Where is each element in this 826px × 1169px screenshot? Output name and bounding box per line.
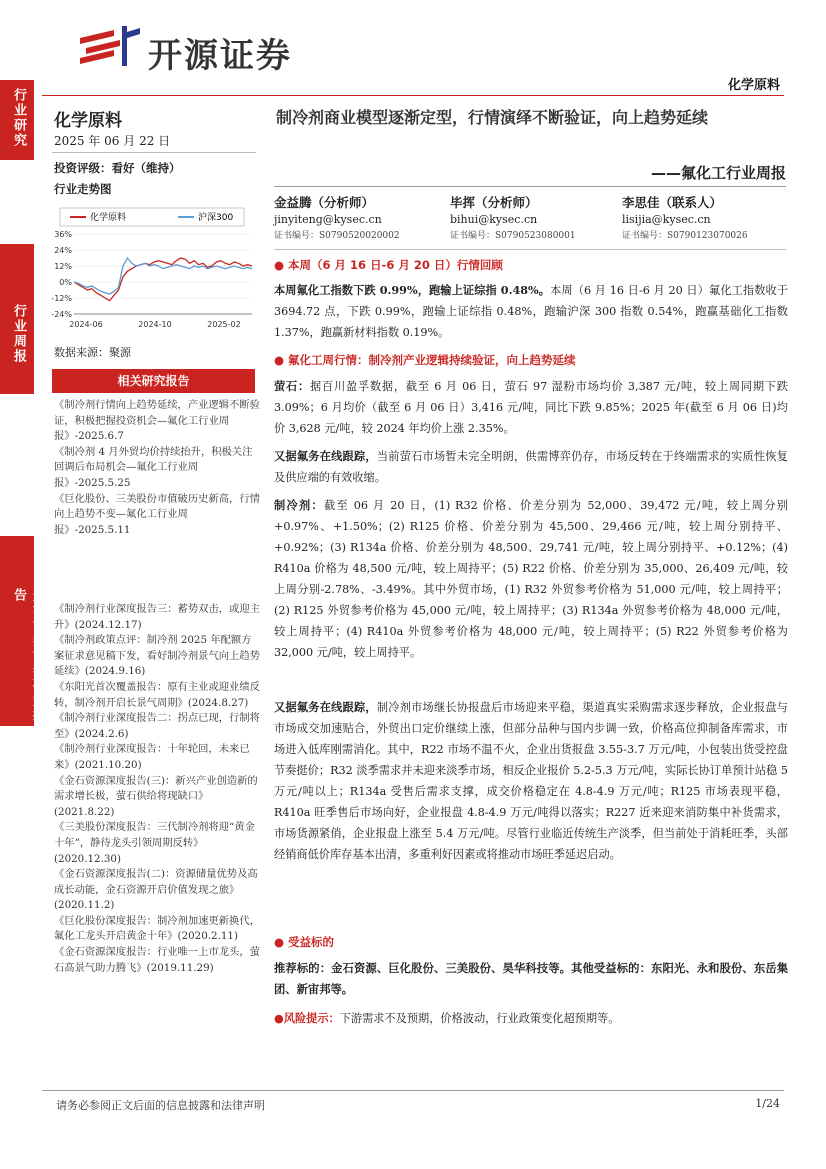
tracking-2-text: 制冷剂市场继长协报盘后市场迎来平稳，渠道真实采购需求逐步释放，企业报盘与市场成交加速贴合，外贸出口定价继续上涨，但部分品种与国内步调一致，价格高位抑制备库需求，市场进入低库刚需消化。其中，R22 市场不温不火，企业出货报盘 3.55-3.7 万元/吨，小包装出货受控盘节奏挺价；R32 淡季需求并未迎来淡季市场，相反企业报价 5.2-5.3 万元/吨，实际长协订单预计站稳 5 万元/吨以上；R134a 受售后需求支撑，成交价格稳定在 4.8-4.9 万元/吨；R125 市场表现平稳，R410a 旺季售后市场向好，企业报盘 4.8-4.9 万元/吨得以落实；R227 近来迎来消防集中补货需求，市场货源紧俏，企业报盘上涨至 5.4 万元/吨。尽管行业临近传统生产淡季，但当前处于消耗旺季，头部经销商低价库存基本出清，多重利好因素或将推动市场旺季延迟启动。 [274, 701, 788, 861]
section-1-lead: 本周氟化工指数下跌 0.99%，跑输上证综指 0.48%。 [274, 283, 551, 297]
related-reports-list-a [54, 398, 260, 538]
section-1-heading [274, 257, 503, 273]
bullet-icon: ● [274, 935, 285, 949]
related-report-item[interactable]: 《制冷剂政策点评：制冷剂 2025 年配额方案征求意见稿下发，看好制冷剂景气向上趋势延续》(2024.9.16) [54, 634, 260, 678]
x-tick-label: 2024-06 [69, 320, 103, 329]
section-2-heading [274, 352, 576, 368]
y-tick-label: 0% [59, 278, 72, 287]
fluorite-lead: 萤石： [274, 379, 310, 393]
bullet-icon: ● [274, 1012, 284, 1025]
section-1-title: 本周（6 月 16 日-6 月 20 日）行情回顾 [288, 258, 503, 272]
rating-label: 投资评级：看好（维持） [54, 161, 181, 175]
report-title: 制冷剂商业模型逐渐定型，行情演绎不断验证，向上趋势延续 [276, 108, 709, 127]
author-1-license: 证书编号：S0790520020002 [274, 231, 400, 241]
sidebar-bottom-tab [0, 536, 45, 726]
risk-title: 风险提示： [283, 1012, 340, 1025]
sidebar-middle-tab [0, 244, 34, 394]
footer-divider [42, 1090, 784, 1091]
authors-divider [274, 249, 786, 250]
header-category: 化学原料 [727, 78, 780, 93]
fluorite-paragraph [274, 376, 788, 439]
tracking-2-lead: 又据氟务在线跟踪， [274, 700, 377, 714]
logo-mark [78, 24, 142, 68]
sidebar-bottom-label: 开源证券证券研究报告 [11, 588, 45, 723]
section-1-text: 本周（6 月 16 日-6 月 20 日）氟化工指数收于 3694.72 点，下跌 0.99%，跑输上证综指 0.48%，跑输沪深 300 指数 0.54%，跑赢基础化工指数 1.37%，跑赢新材料指数 0.19%。 [274, 284, 789, 339]
sidebar-top-tab [0, 80, 34, 160]
fluorite-text: 据百川盈孚数据，截至 6 月 06 日，萤石 97 湿粉市场均价 3,387 元/吨，较上周同期下跌 3.09%；6 月均价（截至 6 月 06 日）3,416 元/吨，同比下跌 9.85%；2025 年(截至 6 月 06 日)均价 3,628 元/吨，较 2024 年均价上涨 2.35%。 [274, 380, 788, 435]
sidebar-middle-label: 行业周报 [11, 304, 26, 364]
tracking-2-paragraph [274, 697, 788, 865]
author-3 [622, 194, 792, 245]
risk-paragraph [274, 1008, 788, 1029]
author-1-name: 金益腾（分析师） [274, 195, 375, 210]
related-report-item[interactable]: 《制冷剂行业深度报告三：蓄势双击，或迎主升》(2024.12.17) [54, 603, 260, 631]
author-3-email[interactable]: lisijia@kysec.cn [622, 213, 711, 226]
author-1-email[interactable]: jinyiteng@kysec.cn [274, 213, 382, 226]
legend-label-series-0: 化学原料 [90, 213, 127, 223]
trend-chart [46, 204, 260, 340]
left-divider [52, 152, 256, 153]
related-report-item[interactable]: 《制冷剂行情向上趋势延续，产业逻辑不断验证，积极把握投资机会—氟化工行业周报》-2025.6.7 [54, 399, 260, 443]
logo-text: 开源证券 [148, 36, 292, 76]
related-report-item[interactable]: 《巨化股份、三美股份市值破历史新高，行情向上趋势不变—氟化工行业周报》-2025.5.11 [54, 492, 260, 536]
data-source: 数据来源：聚源 [54, 346, 131, 359]
page-number: 1/24 [755, 1097, 780, 1110]
refrigerant-lead: 制冷剂： [274, 498, 324, 512]
related-reports-header: 相关研究报告 [52, 369, 255, 393]
y-tick-label: -24% [51, 310, 72, 319]
related-report-item[interactable]: 《巨化股份深度报告：制冷剂加速更新换代，氟化工龙头开启黄金十年》(2020.2.11) [54, 914, 260, 943]
y-tick-label: 12% [54, 262, 72, 271]
refrigerant-paragraph [274, 495, 788, 663]
section-1-body [274, 280, 788, 343]
trend-chart-svg [46, 204, 260, 340]
industry-title: 化学原料 [54, 111, 122, 131]
related-report-item[interactable]: 《金石资源深度报告(三)：新兴产业创造新的需求增长极，萤石供给将现缺口》(2021.8.22) [54, 774, 258, 818]
series-line-0 [74, 258, 252, 301]
related-report-item[interactable]: 《制冷剂 4 月外贸均价持续抬升，积极关注回调后布局机会—氟化工行业周报》-2025.5.25 [54, 445, 253, 489]
report-subtitle: ——氟化工行业周报 [650, 164, 786, 182]
x-tick-label: 2024-10 [138, 320, 172, 329]
beneficiaries-paragraph: 推荐标的：金石资源、巨化股份、三美股份、昊华科技等。其他受益标的：东阳光、永和股份、东岳集团、新宙邦等。 [274, 962, 788, 996]
title-divider [274, 186, 786, 187]
author-2-license: 证书编号：S0790523080001 [450, 231, 576, 241]
author-1 [274, 194, 444, 245]
y-tick-label: -12% [51, 294, 72, 303]
section-3-title: 受益标的 [288, 935, 335, 949]
author-3-name: 李思佳（联系人） [622, 195, 723, 210]
refrigerant-text: 截至 06 月 20 日，(1) R32 价格、价差分别为 52,000、39,472 元/吨，较上周分别+0.97%、+1.50%；(2) R125 价格、价差分别为 45,500、29,466 元/吨，较上周分别持平、+0.92%；(3) R134a 价格、价差分别为 48,500、29,741 元/吨，较上周分别持平、+0.12%；(4) R410a 价格为 48,500 元/吨，较上周持平；(5) R22 价格、价差分别为 35,000、26,409 元/吨，较上周分别-2.78%、-3.49%。其中外贸市场，(1) R32 外贸参考价格为 51,000 元/吨，较上周持平；(2) R125 外贸参考价格为 45,000 元/吨，较上周持平；(3) R134a 外贸参考价格为 48,000 元/吨，较上周持平；(4) R410a 外贸参考价格为 48,000 元/吨，较上周持平；(5) R22 外贸参考价格为 32,000 元/吨，较上周持平。 [274, 499, 788, 659]
legend-label-series-1: 沪深300 [198, 213, 234, 223]
author-2-email[interactable]: bihui@kysec.cn [450, 213, 538, 226]
tracking-1-text: 当前萤石市场暂未完全明朗，供需博弈仍存，市场反转在于终端需求的实质性恢复及供应端的有效收缩。 [274, 450, 788, 484]
author-2-name: 毕挥（分析师） [450, 195, 538, 210]
related-report-item[interactable]: 《制冷剂行业深度报告二：拐点已现，行制将至》(2024.2.6) [54, 712, 260, 740]
related-report-item[interactable]: 《金石资源深度报告(二)：资源储量优势及高成长动能，金石资源开启价值发现之旅》(2020.11.2) [54, 868, 258, 912]
author-3-license: 证书编号：S0790123070026 [622, 231, 748, 241]
report-date: 2025 年 06 月 22 日 [54, 134, 171, 148]
related-report-item[interactable]: 《制冷剂行业深度报告：十年轮回，未来已来》(2021.10.20) [54, 743, 250, 771]
risk-text: 下游需求不及预期，价格波动，行业政策变化超预期等。 [339, 1012, 620, 1025]
related-report-item[interactable]: 《东阳光首次覆盖报告：原有主业或迎业绩反转，制冷剂开启长景气周期》(2024.8.27) [54, 680, 260, 709]
section-2-title: 氟化工周行情：制冷剂产业逻辑持续验证，向上趋势延续 [288, 353, 576, 367]
author-2 [450, 194, 620, 245]
tracking-1-lead: 又据氟务在线跟踪， [274, 449, 377, 463]
section-3-heading [274, 934, 334, 950]
tracking-1-paragraph [274, 446, 788, 488]
related-report-item[interactable]: 《三美股份深度报告：三代制冷剂将迎“黄金十年”，静待龙头引领周期反转》(2020.12.30) [54, 821, 255, 865]
bullet-icon: ● [274, 258, 285, 272]
bullet-icon: ● [274, 353, 285, 367]
sidebar-top-label: 行业研究 [11, 88, 26, 148]
x-tick-label: 2025-02 [207, 320, 241, 329]
y-tick-label: 36% [54, 230, 72, 239]
related-report-item[interactable]: 《金石资源深度报告：行业唯一上市龙头，萤石高景气助力腾飞》(2019.11.29) [54, 946, 260, 974]
related-reports-list-b [54, 602, 260, 976]
footer-disclaimer[interactable]: 请务必参阅正文后面的信息披露和法律声明 [56, 1099, 265, 1112]
y-tick-label: 24% [54, 246, 72, 255]
header-divider [42, 95, 784, 96]
trend-label: 行业走势图 [54, 182, 112, 196]
